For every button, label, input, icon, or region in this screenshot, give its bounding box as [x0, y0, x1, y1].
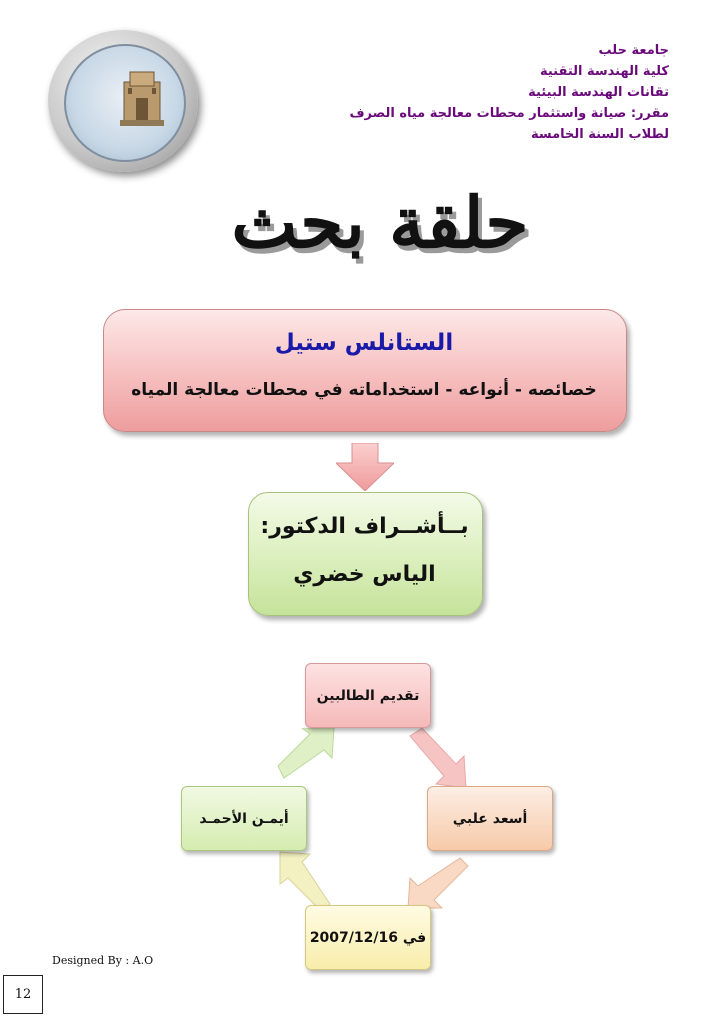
designer-credit: Designed By : A.O	[52, 954, 154, 967]
cycle-box-presenters	[305, 663, 431, 728]
topic-subtitle: خصائصه - أنواعه - استخداماته في محطات معالجة المياه	[131, 380, 597, 400]
topic-title: الستانلس ستيل	[274, 330, 454, 356]
supervisor-box	[248, 492, 483, 616]
citadel-icon	[118, 68, 166, 128]
arrow-right-bottom-icon	[408, 858, 468, 908]
document-title: حلقة بحث	[231, 181, 529, 264]
cycle-box-student-1	[427, 786, 553, 851]
header-course: مقرر: صيانة واستثمار محطات معالجة مياه الصرف	[349, 106, 669, 121]
cycle-box-student-2	[181, 786, 307, 851]
supervisor-label: بــأشــراف الدكتور:	[260, 514, 469, 539]
presentation-date: في 2007/12/16	[309, 929, 427, 946]
student-1-name: أسعد علبي	[452, 810, 528, 827]
presenters-label: تقديم الطالبين	[316, 687, 420, 704]
page-number-label: 12	[14, 987, 32, 1002]
header-faculty: كلية الهندسة التقنية	[539, 64, 669, 79]
page-number	[3, 975, 43, 1014]
arrow-bottom-left-icon	[280, 852, 330, 912]
header-university: جامعة حلب	[598, 43, 669, 58]
header-year: لطلاب السنة الخامسة	[530, 127, 669, 142]
header-department: تقانات الهندسة البيئية	[528, 85, 669, 100]
student-2-name: أيمـن الأحمـد	[199, 810, 289, 827]
arrow-left-top-icon	[278, 728, 334, 778]
supervisor-name: الياس خضري	[293, 562, 436, 587]
topic-box	[103, 309, 627, 432]
institution-header	[339, 40, 669, 145]
arrow-top-right-icon	[410, 728, 466, 788]
cycle-box-date	[305, 905, 431, 970]
arrow-down-icon	[336, 443, 394, 491]
